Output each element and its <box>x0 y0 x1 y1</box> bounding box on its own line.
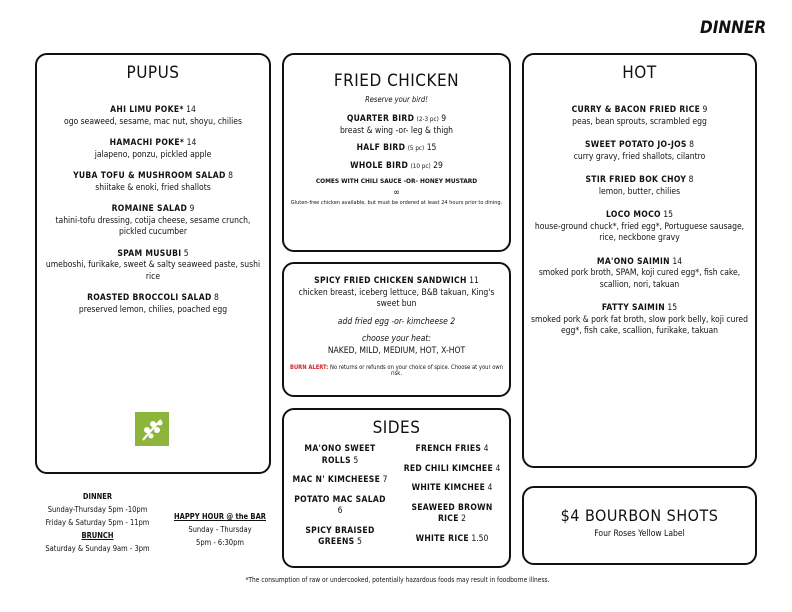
sandwich-addon-text: add fried egg -or- kimcheese <box>337 316 448 327</box>
menu-item <box>528 257 751 292</box>
item-price: 8 <box>214 293 219 303</box>
item-name: ROMAINE SALAD <box>111 204 188 214</box>
dinner-brunch-hours <box>40 490 155 555</box>
side-price: 7 <box>382 475 388 485</box>
item-desc: jalapeno, ponzu, pickled apple <box>94 149 212 160</box>
item-name: STIR FRIED BOK CHOY <box>585 175 687 185</box>
whole-bird-name: WHOLE BIRD <box>350 160 409 171</box>
item-price: 15 <box>667 303 678 313</box>
fried-chicken-subtitle: Reserve your bird! <box>365 95 428 104</box>
menu-item <box>41 293 265 316</box>
heat-label: choose your heat: <box>362 334 431 344</box>
happy-hour <box>165 510 275 549</box>
item-price: 14 <box>186 105 196 115</box>
item-price: 8 <box>688 175 694 185</box>
item-name: YUBA TOFU & MUSHROOM SALAD <box>73 171 226 181</box>
side-name: MAC N' KIMCHEESE <box>292 475 381 485</box>
whole-bird-pcs: (10 pc) <box>410 162 431 170</box>
sandwich-addon-price: 2 <box>450 316 456 327</box>
bourbon-section <box>522 486 757 565</box>
menu-item <box>528 210 751 245</box>
side-item <box>292 444 388 467</box>
pupus-section <box>35 53 271 474</box>
sides-section <box>282 408 511 568</box>
fried-chicken-section <box>282 53 511 252</box>
item-desc: preserved lemon, chilies, poached egg <box>78 304 228 315</box>
sandwich-addon <box>288 317 505 329</box>
item-name: SWEET POTATO JO-JOS <box>584 140 687 150</box>
pupus-list <box>37 105 269 316</box>
item-name: FATTY SAIMIN <box>601 303 665 313</box>
menu-heading: DINNER <box>700 18 767 38</box>
item-name: HAMACHI POKE* <box>109 138 185 148</box>
menu-item <box>528 105 751 128</box>
quarter-bird-pcs: (2-3 pc) <box>416 116 439 123</box>
side-item <box>400 444 504 456</box>
menu-item <box>528 303 751 338</box>
side-item <box>292 526 388 549</box>
whole-bird-price: 29 <box>433 160 443 171</box>
side-price: 6 <box>337 506 343 516</box>
side-name: WHITE RICE <box>415 533 469 544</box>
item-desc: umeboshi, furikake, sweet & salty seaweed paste, sushi rice <box>45 260 261 282</box>
quarter-bird-name: QUARTER BIRD <box>346 114 415 124</box>
brunch-hours: Saturday & Sunday 9am - 3pm <box>45 544 150 553</box>
brunch-label: BRUNCH <box>81 531 114 540</box>
sandwich-item <box>288 276 505 311</box>
gluten-free-note: Gluten-free chicken available, but must be ordered at least 24 hours prior to dining. <box>290 200 503 206</box>
item-name: ROASTED BROCCOLI SALAD <box>87 293 212 303</box>
sandwich-section <box>282 262 511 397</box>
gluten-free-icon: ∞ <box>393 188 400 198</box>
menu-item <box>41 138 265 161</box>
happy-hour-days: Sunday - Thursday <box>188 525 252 534</box>
menu-item <box>528 140 751 163</box>
side-item <box>400 483 504 495</box>
item-desc: shiitake & enoki, fried shallots <box>95 182 211 193</box>
whole-bird <box>288 161 505 173</box>
quarter-bird <box>288 114 505 137</box>
item-price: 14 <box>672 256 683 267</box>
item-desc: ogo seaweed, sesame, mac nut, shoyu, chilies <box>64 116 242 127</box>
hot-title: HOT <box>622 63 657 83</box>
happy-hour-time: 5pm - 6:30pm <box>196 538 244 547</box>
sandwich-name: SPICY FRIED CHICKEN SANDWICH <box>314 276 467 286</box>
side-price: 5 <box>356 537 362 547</box>
bourbon-title: $4 BOURBON SHOTS <box>560 506 719 525</box>
menu-item <box>41 105 265 128</box>
item-desc: smoked pork broth, SPAM, koji cured egg*, fish cake, scallion, nori, takuan <box>538 268 741 290</box>
fried-chicken-title: FRIED CHICKEN <box>333 71 460 91</box>
item-desc: smoked pork & pork fat broth, slow pork belly, koji cured egg*, fish cake, scallion, furikake, takuan <box>531 314 748 336</box>
item-price: 15 <box>663 210 673 220</box>
side-price: 4 <box>495 463 501 474</box>
side-item <box>400 464 504 476</box>
hot-list <box>524 105 755 338</box>
sides-left-column <box>288 444 392 549</box>
dinner-weekday-hours: Sunday-Thursday 5pm -10pm <box>47 505 148 514</box>
side-item <box>292 475 388 487</box>
heat-levels: NAKED, MILD, MEDIUM, HOT, X-HOT <box>327 345 466 356</box>
item-price: 8 <box>689 140 695 150</box>
side-name: SPICY BRAISED GREENS <box>305 525 375 547</box>
side-price: 2 <box>461 514 467 524</box>
side-item <box>400 503 504 526</box>
side-item <box>292 495 388 518</box>
item-name: AHI LIMU POKE* <box>110 105 184 115</box>
quarter-bird-price: 9 <box>441 114 447 124</box>
sandwich-price: 11 <box>469 276 479 286</box>
item-name: CURRY & BACON FRIED RICE <box>571 105 701 115</box>
item-desc: curry gravy, fried shallots, cilantro <box>573 151 706 162</box>
item-name: MA'ONO SAIMIN <box>596 256 670 267</box>
sides-title: SIDES <box>372 418 421 438</box>
half-bird-name: HALF BIRD <box>356 143 406 153</box>
item-desc: lemon, butter, chilies <box>598 186 681 197</box>
item-name: SPAM MUSUBI <box>117 248 182 259</box>
pupus-title: PUPUS <box>126 63 180 83</box>
side-name: POTATO MAC SALAD <box>294 494 386 505</box>
half-bird-pcs: (5 pc) <box>407 145 425 152</box>
item-price: 9 <box>189 204 195 214</box>
menu-item <box>41 171 265 194</box>
item-price: 14 <box>186 138 197 148</box>
item-price: 9 <box>702 105 708 115</box>
side-name: WHITE KIMCHEE <box>411 483 486 493</box>
happy-hour-label: HAPPY HOUR @ the BAR <box>173 512 266 521</box>
side-name: MA'ONO SWEET ROLLS <box>304 444 376 466</box>
item-price: 5 <box>183 248 189 259</box>
item-price: 8 <box>228 171 233 181</box>
item-desc: tahini-tofu dressing, cotija cheese, sesame crunch, pickled cucumber <box>55 215 251 237</box>
item-desc: house-ground chuck*, fried egg*, Portuguese sausage, rice, neckbone gravy <box>534 221 745 243</box>
side-price: 5 <box>353 455 359 466</box>
side-name: FRENCH FRIES <box>415 444 482 454</box>
burn-alert-label: BURN ALERT: <box>289 365 329 371</box>
burn-alert <box>284 365 509 377</box>
half-bird <box>288 143 505 155</box>
item-name: LOCO MOCO <box>606 210 661 220</box>
dinner-weekend-hours: Friday & Saturday 5pm - 11pm <box>45 518 150 527</box>
menu-item <box>41 249 265 284</box>
dinner-hours-label: DINNER <box>82 492 113 501</box>
side-name: SEAWEED BROWN RICE <box>411 502 493 524</box>
half-bird-price: 15 <box>426 143 437 153</box>
menu-item <box>41 204 265 239</box>
hot-section <box>522 53 757 468</box>
side-item <box>400 534 504 546</box>
menu-item <box>528 175 751 198</box>
side-price: 1.50 <box>471 533 489 544</box>
side-price: 4 <box>483 444 489 454</box>
side-price: 4 <box>487 483 493 493</box>
sides-right-column <box>396 444 508 545</box>
footnote: *The consumption of raw or undercooked, potentially hazardous foods may result in foodborne illness. <box>245 576 550 584</box>
side-name: RED CHILI KIMCHEE <box>403 463 493 474</box>
ginkgo-leaf-logo <box>135 412 169 446</box>
burn-alert-text: No returns or refunds on your choice of spice. Choose at your own risk. <box>330 365 504 377</box>
item-desc: peas, bean sprouts, scrambled egg <box>572 116 707 127</box>
comes-with-note: COMES WITH CHILI SAUCE -OR- HONEY MUSTARD <box>315 177 478 185</box>
quarter-bird-desc: breast & wing -or- leg & thigh <box>339 125 454 136</box>
sandwich-desc: chicken breast, iceberg lettuce, B&B takuan, King's sweet bun <box>298 287 495 309</box>
bourbon-subtitle: Four Roses Yellow Label <box>594 529 685 539</box>
